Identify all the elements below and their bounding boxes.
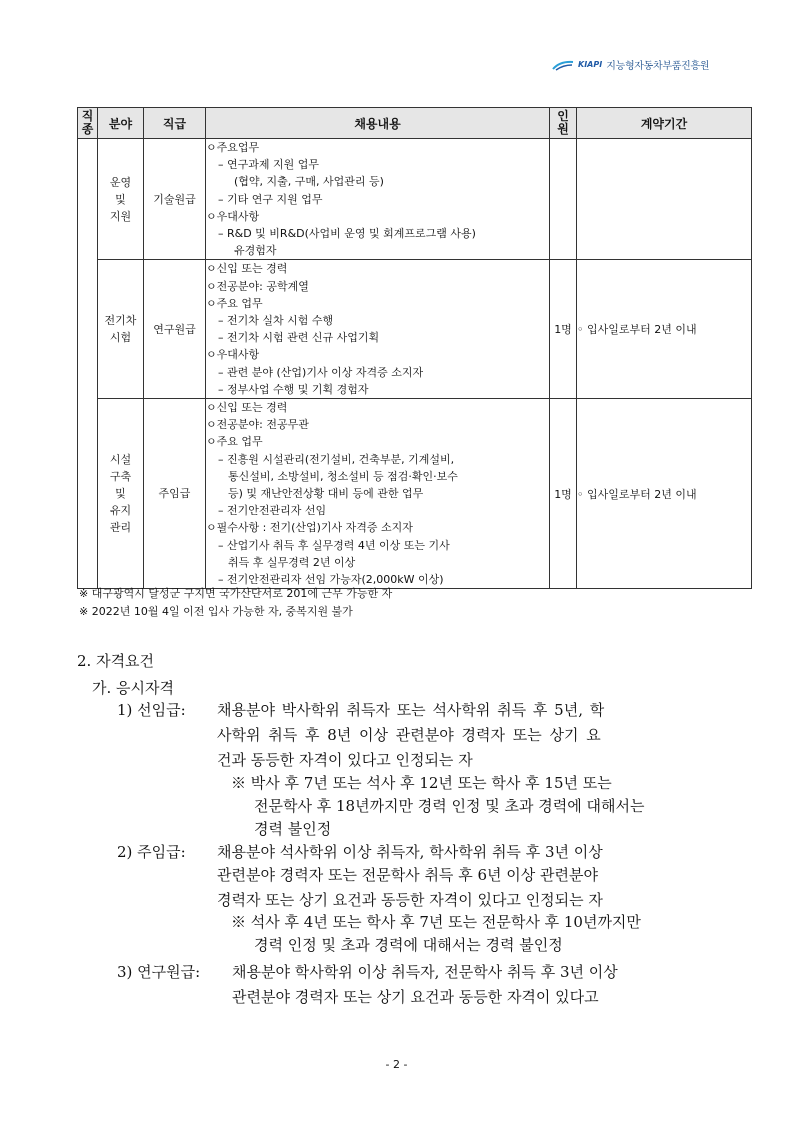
people-cell: 1명 xyxy=(550,399,577,589)
table-row xyxy=(78,399,752,589)
header-people: 인 원 xyxy=(550,108,577,139)
item-line: 관련분야 경력자 또는 전문학사 취득 후 6년 이상 관련분야 xyxy=(217,866,598,884)
item-line: 건과 동등한 자격이 있다고 인정되는 자 xyxy=(217,751,473,769)
recruitment-table xyxy=(77,107,752,589)
org-name: 지능형자동차부품진흥원 xyxy=(606,61,710,72)
people-cell xyxy=(550,139,577,260)
period-cell: ◦ 입사일로부터 2년 이내 xyxy=(577,399,752,589)
item-line: 관련분야 경력자 또는 상기 요건과 동등한 자격이 있다고 xyxy=(232,988,599,1006)
field-cell: 시설 구축 및 유지 관리 xyxy=(98,399,144,589)
item-note: ※ 박사 후 7년 또는 석사 후 12년 또는 학사 후 15년 또는 xyxy=(231,774,612,792)
item-label: 3) 연구원급: xyxy=(117,963,201,981)
page-number: - 2 - xyxy=(385,1058,408,1071)
note-line: ※ 2022년 10월 4일 이전 입사 가능한 자, 중복지원 불가 xyxy=(79,605,353,618)
header-logo xyxy=(552,57,709,72)
note-line: ※ 대구광역시 달성군 구지면 국가산단서로 201에 근무 가능한 자 xyxy=(79,587,393,600)
section-title: 2. 자격요건 xyxy=(77,652,155,670)
header-period: 계약기간 xyxy=(577,108,752,139)
field-cell: 전기차 시험 xyxy=(98,260,144,399)
item-note: 경력 불인정 xyxy=(254,820,332,838)
content-cell: ㅇ신입 또는 경력 ㅇ전공분야: 전공무관 ㅇ주요 업무 – 진흥원 시설관리(전기설비, 건축부분, 기계설비, 통신설비, 소방설비, 청소설비 등 점검·확인·보수 등) 및 재난안전상황 대비 등에 관한 업무 – 전기안전관리자 선임 ㅇ필수사항 : 전기(산업)기사 자격증 소지자 – 산업기사 취득 후 실무경력 4년 이상 또는 기사 취득 후 실무경력 2년 이상 – 전기안전관리자 선임 가능자(2,000kW 이상) xyxy=(206,399,550,589)
people-cell: 1명 xyxy=(550,260,577,399)
section-subtitle: 가. 응시자격 xyxy=(92,679,174,697)
item-note: 경력 인정 및 초과 경력에 대해서는 경력 불인정 xyxy=(254,936,563,954)
header-job-type: 직 종 xyxy=(78,108,98,139)
table-notes xyxy=(79,585,392,621)
table-row xyxy=(78,139,752,260)
item-line: 사학위 취득 후 8년 이상 관련분야 경력자 또는 상기 요 xyxy=(217,726,601,744)
item-note: 전문학사 후 18년까지만 경력 인정 및 초과 경력에 대해서는 xyxy=(254,797,645,815)
grade-cell: 기술원급 xyxy=(144,139,206,260)
field-cell: 운영 및 지원 xyxy=(98,139,144,260)
content-cell: ㅇ주요업무 – 연구과제 지원 업무 (협약, 지출, 구매, 사업관리 등) – 기타 연구 지원 업무 ㅇ우대사항 – R&D 및 비R&D(사업비 운영 및 회계프로그램 사용) 유경험자 xyxy=(206,139,550,260)
table-header-row xyxy=(78,108,752,139)
table-row xyxy=(78,260,752,399)
grade-cell: 주임급 xyxy=(144,399,206,589)
header-grade: 직급 xyxy=(144,108,206,139)
period-cell: ◦ 입사일로부터 2년 이내 xyxy=(577,260,752,399)
item-line: 경력자 또는 상기 요건과 동등한 자격이 있다고 인정되는 자 xyxy=(217,891,603,909)
header-field: 분야 xyxy=(98,108,144,139)
logo-abbr: KIAPI xyxy=(578,60,603,69)
item-line: 채용분야 학사학위 이상 취득자, 전문학사 취득 후 3년 이상 xyxy=(232,963,618,981)
logo-swoosh-icon xyxy=(552,59,574,71)
period-cell xyxy=(577,139,752,260)
item-label: 1) 선임급: xyxy=(117,701,186,719)
job-type-cell xyxy=(78,139,98,589)
item-line: 채용분야 박사학위 취득자 또는 석사학위 취득 후 5년, 학 xyxy=(217,701,605,719)
item-line: 채용분야 석사학위 이상 취득자, 학사학위 취득 후 3년 이상 xyxy=(217,843,603,861)
item-note: ※ 석사 후 4년 또는 학사 후 7년 또는 전문학사 후 10년까지만 xyxy=(231,913,641,931)
header-content: 채용내용 xyxy=(206,108,550,139)
grade-cell: 연구원급 xyxy=(144,260,206,399)
item-label: 2) 주임급: xyxy=(117,843,186,861)
content-cell: ㅇ신입 또는 경력 ㅇ전공분야: 공학계열 ㅇ주요 업무 – 전기차 실차 시험 수행 – 전기차 시험 관련 신규 사업기획 ㅇ우대사항 – 관련 분야 (산업)기사 이상 자격증 소지자 – 정부사업 수행 및 기획 경험자 xyxy=(206,260,550,399)
